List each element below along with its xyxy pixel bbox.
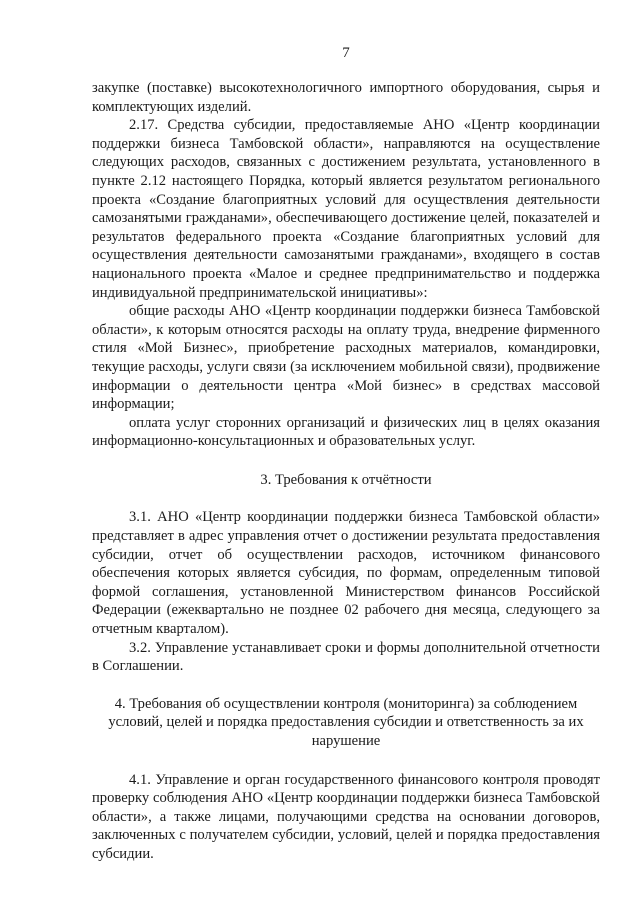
paragraph-2-17: 2.17. Средства субсидии, предоставляемые АНО «Центр координации поддержки бизнеса Тамбовской области», направляются на осуществление следующих расходов, связанных с достижением результата, установленного в пункте 2.12 настоящего Порядка, который является результатом регионального проекта «Создание благоприятных условий для осуществления деятельности самозанятыми гражданами», обеспечивающего достижение целей, показателей и результатов федерального проекта «Создание благоприятных условий для осуществления деятельности самозанятыми гражданами», входящего в состав национального проекта «Малое и среднее предпринимательство и поддержка индивидуальной предпринимательской инициативы»: [92,117,600,301]
section-4-heading: 4. Требования об осуществлении контроля (мониторинга) за соблюдением условий, целей и порядка предоставления субсидии и ответственность за их нарушение [108,695,584,749]
paragraph-3-2: 3.2. Управление устанавливает сроки и формы дополнительной отчетности в Соглашении. [92,639,600,675]
paragraph-continuation: закупке (поставке) высокотехнологичного импортного оборудования, сырья и комплектующих изделий. [92,80,600,115]
paragraph-third-party-services: оплата услуг сторонних организаций и физических лиц в целях оказания информационно-консультационных и образовательных услуг. [92,414,600,450]
document-body [92,79,600,864]
paragraph-4-1: 4.1. Управление и орган государственного финансового контроля проводят проверку соблюдения АНО «Центр координации поддержки бизнеса Тамбовской области», а также лицами, получающими средства на основании договоров, заключенных с получателем субсидии, условий, целей и порядка предоставления субсидии. [92,771,600,862]
page-number: 7 [342,45,350,61]
paragraph-general-expenses: общие расходы АНО «Центр координации поддержки бизнеса Тамбовской области», к которым относятся расходы на оплату труда, внедрение фирменного стиля «Мой Бизнес», приобретение расходных материалов, командировки, текущие расходы, услуги связи (за исключением мобильной связи), продвижение информации о деятельности центра «Мой бизнес» в средствах массовой информации; [92,303,600,413]
paragraph-3-1: 3.1. АНО «Центр координации поддержки бизнеса Тамбовской области» представляет в адрес управления отчет о достижении результата предоставления субсидии, отчет об осуществлении расходов, источником финансового обеспечения которых является субсидия, по формам, определенным типовой формой соглашения, установленной Министерством финансов Российской Федерации (ежеквартально не позднее 02 рабочего дня месяца, следующего за отчетным кварталом). [92,509,600,638]
section-3-heading: 3. Требования к отчётности [260,471,432,488]
